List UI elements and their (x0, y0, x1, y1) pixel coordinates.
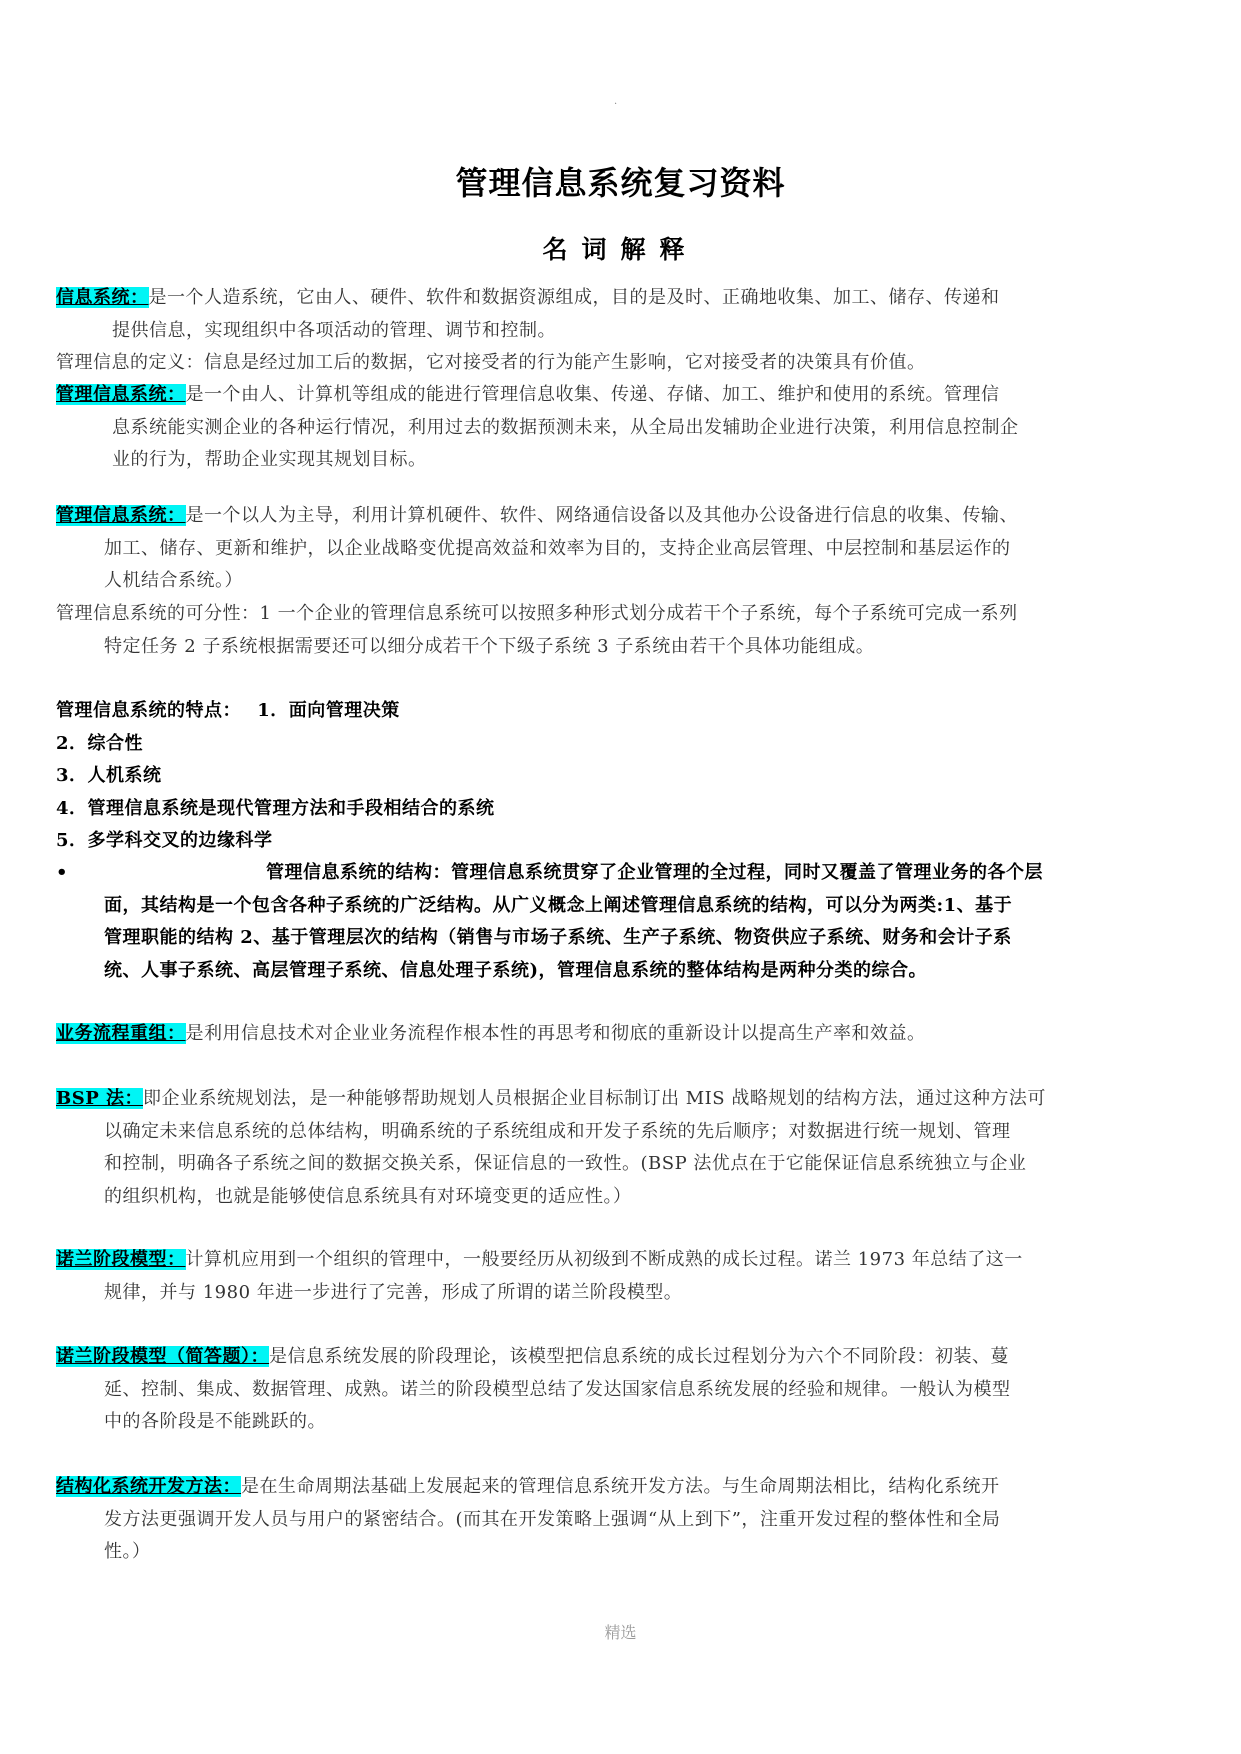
paragraph-mis-2 (56, 500, 1184, 598)
definition-text: 是一个由人、计算机等组成的能进行管理信息收集、传递、存储、加工、维护和使用的系统。管理信 (185, 384, 1000, 405)
paragraph-nolan-model (56, 1244, 1184, 1309)
text-line (56, 1018, 1184, 1051)
text-line: 特定任务 2 子系统根据需要还可以细分成若干个下级子系统 3 子系统由若干个具体功能组成。 (104, 635, 875, 657)
paragraph-information-system (56, 282, 1184, 347)
text-line: 提供信息，实现组织中各项活动的管理、调节和控制。 (112, 319, 556, 341)
term-highlight: 业务流程重组： (56, 1023, 186, 1044)
page-footer: 精选 (604, 1623, 637, 1642)
text-line: 以确定未来信息系统的总体结构，明确系统的子系统组成和开发子系统的先后顺序；对数据进行统一规划、管理 (104, 1120, 1011, 1142)
paragraph-structured-development (56, 1471, 1184, 1569)
list-item: 3．人机系统 (56, 765, 162, 786)
text-line: 延、控制、集成、数据管理、成熟。诺兰的阶段模型总结了发达国家信息系统发展的经验和规律。一般认为模型 (104, 1378, 1011, 1400)
paragraph-bsp (56, 1083, 1184, 1213)
text-line: 息系统能实测企业的各种运行情况，利用过去的数据预测未来，从全局出发辅助企业进行决策，利用信息控制企 (112, 416, 1019, 438)
term-highlight: BSP 法： (56, 1088, 144, 1109)
text-line (56, 1471, 1184, 1504)
term-highlight: 管理信息系统： (56, 384, 186, 405)
document-title: 管理信息系统复习资料 (455, 164, 786, 202)
header-mark: . (614, 96, 618, 107)
text-line: 和控制，明确各子系统之间的数据交换关系，保证信息的一致性。(BSP 法优点在于它能保证信息系统独立与企业 (104, 1153, 1027, 1174)
paragraph-mis-1 (56, 379, 1184, 477)
paragraph-mis-structure (56, 857, 1184, 987)
text-line (56, 379, 1184, 412)
term-highlight: 信息系统： (56, 287, 149, 308)
text-line: 加工、储存、更新和维护，以企业战略变优提高效益和效率为目的，支持企业高层管理、中层控制和基层运作的 (104, 537, 1011, 559)
definition-text: 计算机应用到一个组织的管理中，一般要经历从初级到不断成熟的成长过程。诺兰 1973 年总结了这一 (185, 1249, 1023, 1270)
list-item: 5．多学科交叉的边缘科学 (56, 830, 273, 851)
text-line (56, 857, 1184, 890)
text-line: 的组织机构，也就是能够使信息系统具有对环境变更的适应性。） (104, 1185, 632, 1207)
term-highlight: 结构化系统开发方法： (56, 1476, 241, 1497)
text-line: 管理职能的结构 2、基于管理层次的结构（销售与市场子系统、生产子系统、物资供应子系统、财务和会计子系 (104, 927, 1012, 948)
text-line: 业的行为，帮助企业实现其规划目标。 (112, 449, 427, 470)
section-title: 名词解释 (542, 235, 699, 264)
text-line: 发方法更强调开发人员与用户的紧密结合。(而其在开发策略上强调“从上到下”，注重开发过程的整体性和全局 (104, 1508, 1001, 1530)
paragraph-bpr (56, 1018, 1184, 1051)
term-highlight: 诺兰阶段模型（简答题）： (56, 1346, 269, 1367)
definition-text: 即企业系统规划法，是一种能够帮助规划人员根据企业目标制订出 MIS 战略规划的结构方法，通过这种方法可 (143, 1088, 1046, 1109)
text-line: 人机结合系统。） (104, 570, 243, 591)
paragraph-management-info-definition (56, 347, 1184, 380)
text-line (56, 1341, 1184, 1374)
paragraph-nolan-model-short-answer (56, 1341, 1184, 1439)
text-line: 管理信息系统的可分性：1 一个企业的管理信息系统可以按照多种形式划分成若干个子系统，每个子系统可完成一系列 (56, 603, 1018, 624)
list-item: 管理信息系统的特点： 1．面向管理决策 (56, 700, 400, 721)
text-line: 性。） (104, 1541, 151, 1562)
bullet-point: • (56, 862, 69, 883)
structure-text: 管理信息系统的结构：管理信息系统贯穿了企业管理的全过程，同时又覆盖了管理业务的各个层 (266, 862, 1043, 883)
text-line: 中的各阶段是不能跳跃的。 (104, 1411, 326, 1432)
definition-text: 是利用信息技术对企业业务流程作根本性的再思考和彻底的重新设计以提高生产率和效益。 (185, 1023, 926, 1044)
list-mis-features (56, 695, 1184, 858)
definition-text: 是信息系统发展的阶段理论，该模型把信息系统的成长过程划分为六个不同阶段：初装、蔓 (269, 1346, 1009, 1367)
text-line: 规律，并与 1980 年进一步进行了完善，形成了所谓的诺兰阶段模型。 (104, 1281, 683, 1303)
text-line: 统、人事子系统、高层管理子系统、信息处理子系统)，管理信息系统的整体结构是两种分类的综合。 (104, 959, 928, 981)
text-line (56, 1083, 1184, 1116)
term-highlight: 管理信息系统： (56, 505, 186, 526)
list-item: 4．管理信息系统是现代管理方法和手段相结合的系统 (56, 797, 495, 819)
text-line (56, 500, 1184, 533)
list-item: 2．综合性 (56, 732, 144, 754)
paragraph-mis-divisibility (56, 598, 1184, 663)
term-highlight: 诺兰阶段模型： (56, 1249, 186, 1270)
definition-text: 是一个以人为主导，利用计算机硬件、软件、网络通信设备以及其他办公设备进行信息的收集、传输、 (185, 505, 1018, 526)
definition-text: 是在生命周期法基础上发展起来的管理信息系统开发方法。与生命周期法相比，结构化系统开 (241, 1476, 1000, 1497)
text-line: 面，其结构是一个包含各种子系统的广泛结构。从广义概念上阐述管理信息系统的结构，可以分为两类:1、基于 (104, 894, 1013, 916)
text-line (56, 282, 1184, 315)
definition-text: 是一个人造系统，它由人、硬件、软件和数据资源组成，目的是及时、正确地收集、加工、储存、传递和 (148, 287, 1000, 308)
text-line (56, 1244, 1184, 1277)
text-line: 管理信息的定义：信息是经过加工后的数据，它对接受者的行为能产生影响，它对接受者的决策具有价值。 (56, 352, 926, 373)
